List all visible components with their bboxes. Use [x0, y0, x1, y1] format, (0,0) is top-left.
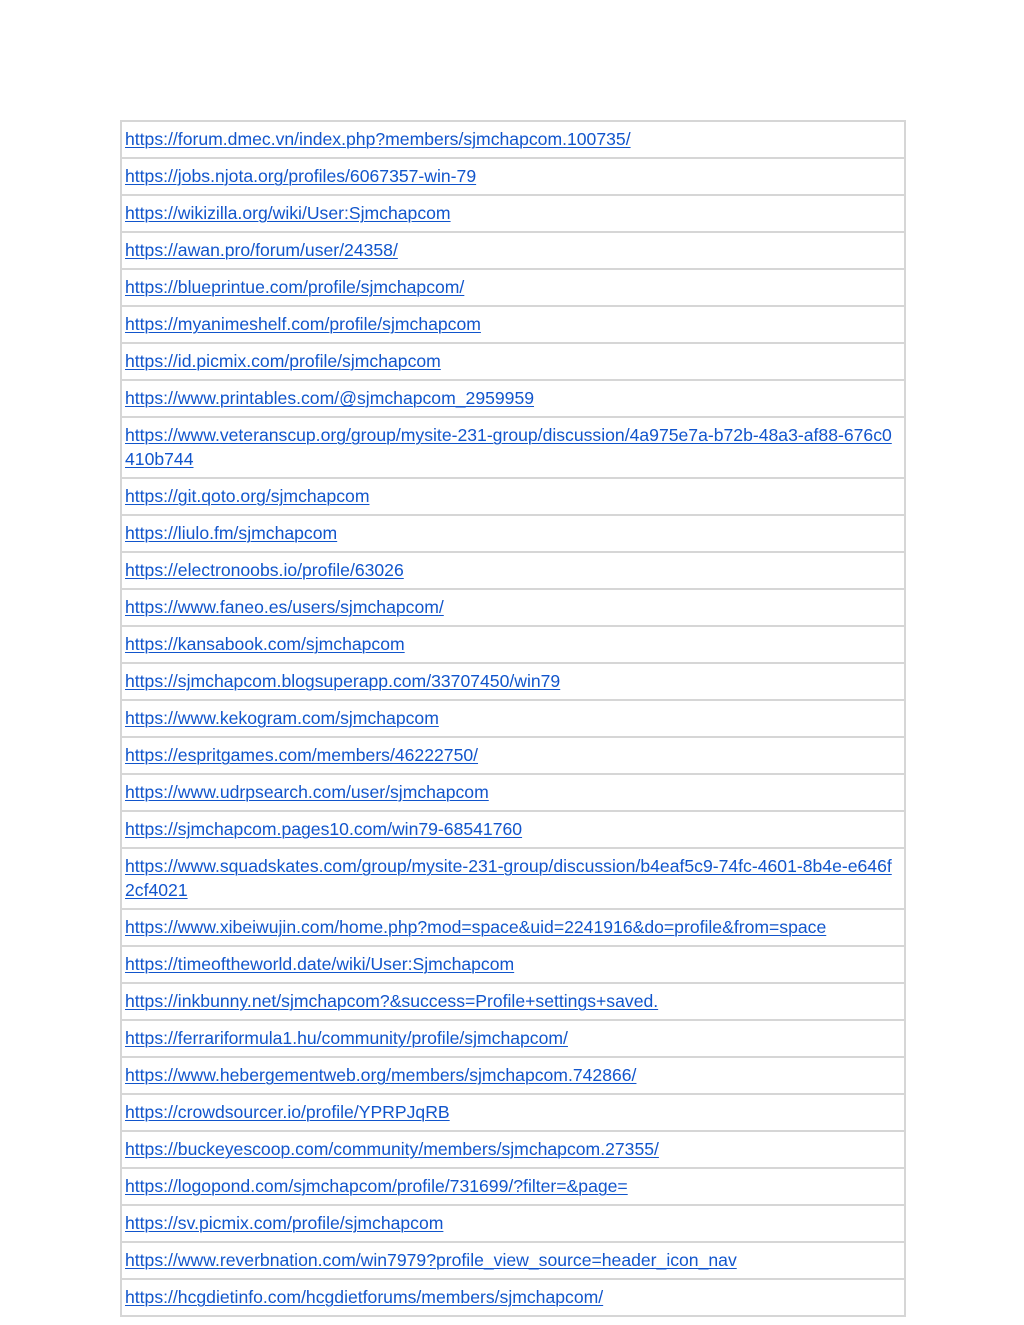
table-row	[121, 811, 905, 848]
table-row	[121, 1168, 905, 1205]
link[interactable]: https://git.qoto.org/sjmchapcom	[125, 486, 370, 506]
table-row	[121, 343, 905, 380]
link[interactable]: https://id.picmix.com/profile/sjmchapcom	[125, 351, 441, 371]
table-row	[121, 626, 905, 663]
table-cell	[121, 1168, 905, 1205]
links-table	[120, 120, 906, 1317]
table-row	[121, 417, 905, 478]
table-cell	[121, 1279, 905, 1316]
table-row	[121, 983, 905, 1020]
table-row	[121, 269, 905, 306]
table-row	[121, 1094, 905, 1131]
table-cell	[121, 663, 905, 700]
table-cell	[121, 1131, 905, 1168]
table-cell	[121, 552, 905, 589]
table-row	[121, 478, 905, 515]
table-cell	[121, 306, 905, 343]
table-cell	[121, 195, 905, 232]
link[interactable]: https://www.xibeiwujin.com/home.php?mod=space&uid=2241916&do=profile&from=space	[125, 917, 827, 937]
table-row	[121, 515, 905, 552]
table-row	[121, 1279, 905, 1316]
table-cell	[121, 737, 905, 774]
table-row	[121, 121, 905, 158]
table-row	[121, 1205, 905, 1242]
table-row	[121, 663, 905, 700]
link[interactable]: https://sjmchapcom.pages10.com/win79-68541760	[125, 819, 523, 839]
link[interactable]: https://blueprintue.com/profile/sjmchapcom/	[125, 277, 465, 297]
link[interactable]: https://crowdsourcer.io/profile/YPRPJqRB	[125, 1102, 450, 1122]
table-cell	[121, 774, 905, 811]
link[interactable]: https://hcgdietinfo.com/hcgdietforums/members/sjmchapcom/	[125, 1287, 604, 1307]
table-cell	[121, 515, 905, 552]
table-row	[121, 909, 905, 946]
link[interactable]: https://www.printables.com/@sjmchapcom_2959959	[125, 388, 535, 408]
link[interactable]: https://logopond.com/sjmchapcom/profile/731699/?filter=&page=	[125, 1176, 628, 1196]
link[interactable]: https://inkbunny.net/sjmchapcom?&success=Profile+settings+saved.	[125, 991, 659, 1011]
table-row	[121, 774, 905, 811]
table-row	[121, 1131, 905, 1168]
table-cell	[121, 417, 905, 478]
table-row	[121, 700, 905, 737]
link[interactable]: https://www.kekogram.com/sjmchapcom	[125, 708, 439, 728]
link[interactable]: https://jobs.njota.org/profiles/6067357-win-79	[125, 166, 477, 186]
table-cell	[121, 1020, 905, 1057]
table-cell	[121, 811, 905, 848]
table-cell	[121, 269, 905, 306]
table-cell	[121, 1057, 905, 1094]
link[interactable]: https://ferrariformula1.hu/community/profile/sjmchapcom/	[125, 1028, 568, 1048]
link[interactable]: https://wikizilla.org/wiki/User:Sjmchapcom	[125, 203, 451, 223]
links-table-body	[121, 121, 905, 1316]
link[interactable]: https://sjmchapcom.blogsuperapp.com/33707450/win79	[125, 671, 561, 691]
table-cell	[121, 121, 905, 158]
link[interactable]: https://kansabook.com/sjmchapcom	[125, 634, 405, 654]
link[interactable]: https://electronoobs.io/profile/63026	[125, 560, 404, 580]
link[interactable]: https://liulo.fm/sjmchapcom	[125, 523, 338, 543]
table-row	[121, 1020, 905, 1057]
table-cell	[121, 700, 905, 737]
table-cell	[121, 589, 905, 626]
link[interactable]: https://espritgames.com/members/46222750/	[125, 745, 479, 765]
link[interactable]: https://www.squadskates.com/group/mysite-231-group/discussion/b4eaf5c9-74fc-4601-8b4e-e646f2cf4021	[125, 856, 892, 900]
link[interactable]: https://www.faneo.es/users/sjmchapcom/	[125, 597, 444, 617]
table-row	[121, 589, 905, 626]
table-row	[121, 552, 905, 589]
table-cell	[121, 983, 905, 1020]
table-row	[121, 848, 905, 909]
table-cell	[121, 946, 905, 983]
table-row	[121, 1057, 905, 1094]
table-cell	[121, 232, 905, 269]
table-cell	[121, 343, 905, 380]
link[interactable]: https://www.reverbnation.com/win7979?profile_view_source=header_icon_nav	[125, 1250, 737, 1270]
table-row	[121, 946, 905, 983]
table-cell	[121, 478, 905, 515]
link[interactable]: https://awan.pro/forum/user/24358/	[125, 240, 398, 260]
link[interactable]: https://sv.picmix.com/profile/sjmchapcom	[125, 1213, 444, 1233]
table-row	[121, 306, 905, 343]
table-cell	[121, 158, 905, 195]
table-row	[121, 737, 905, 774]
table-row	[121, 1242, 905, 1279]
link[interactable]: https://www.veteranscup.org/group/mysite-231-group/discussion/4a975e7a-b72b-48a3-af88-676c0410b744	[125, 425, 892, 469]
link[interactable]: https://forum.dmec.vn/index.php?members/sjmchapcom.100735/	[125, 129, 631, 149]
link[interactable]: https://www.udrpsearch.com/user/sjmchapcom	[125, 782, 489, 802]
table-cell	[121, 848, 905, 909]
table-row	[121, 195, 905, 232]
table-row	[121, 232, 905, 269]
table-row	[121, 158, 905, 195]
table-cell	[121, 1094, 905, 1131]
link[interactable]: https://www.hebergementweb.org/members/sjmchapcom.742866/	[125, 1065, 637, 1085]
table-cell	[121, 1205, 905, 1242]
table-cell	[121, 380, 905, 417]
table-cell	[121, 626, 905, 663]
table-row	[121, 380, 905, 417]
table-cell	[121, 909, 905, 946]
link[interactable]: https://timeoftheworld.date/wiki/User:Sjmchapcom	[125, 954, 515, 974]
link[interactable]: https://buckeyescoop.com/community/members/sjmchapcom.27355/	[125, 1139, 659, 1159]
link[interactable]: https://myanimeshelf.com/profile/sjmchapcom	[125, 314, 481, 334]
table-cell	[121, 1242, 905, 1279]
